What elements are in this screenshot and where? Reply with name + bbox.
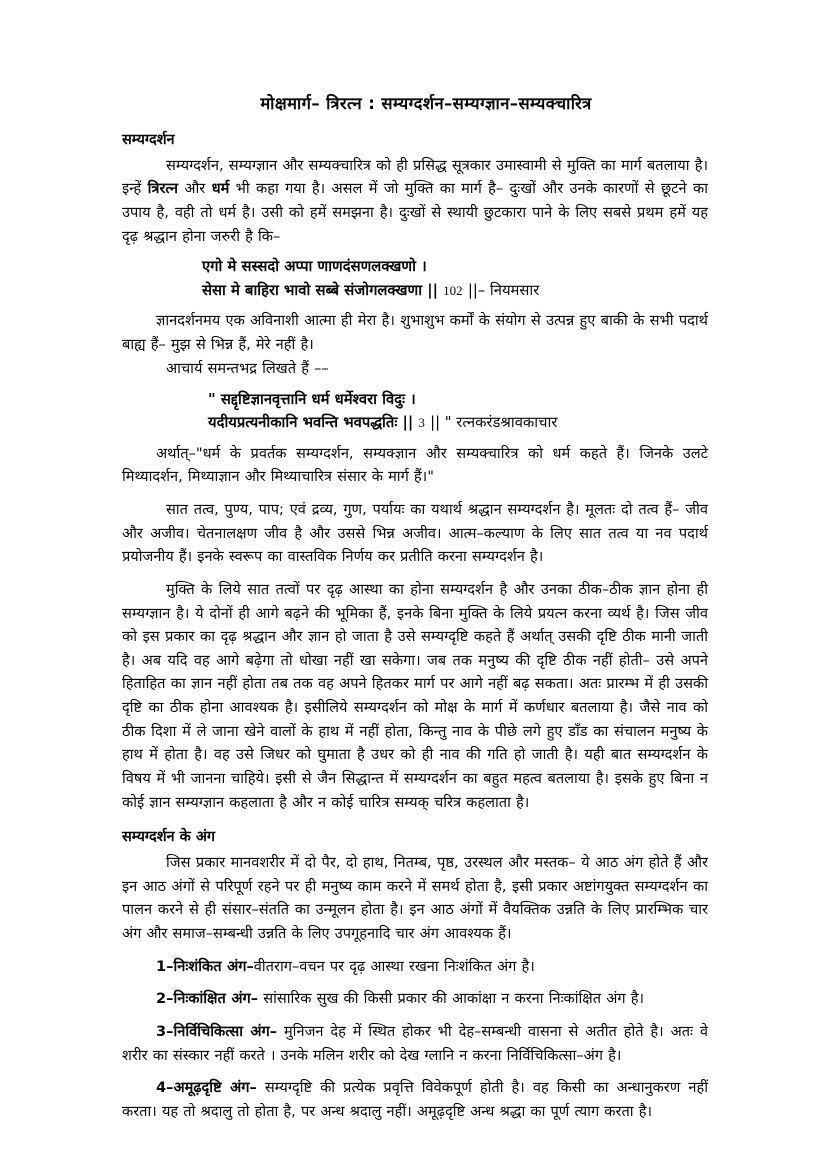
verse-source-reference: ||– नियमसार: [467, 281, 540, 299]
anga-item-1: [122, 955, 708, 979]
verse-line-2-text: यदीयप्रत्यनीकानि भवन्ति भवपद्धतिः ||: [208, 414, 414, 432]
emphasis-term: धर्म: [211, 180, 230, 198]
anga-item-3: [122, 1020, 708, 1067]
paragraph-4: अर्थात्–"धर्म के प्रवर्तक सम्यग्दर्शन, सम्यक्ज्ञान और सम्यक्चारित्र को धर्म कहते हैं। जिनके उलटे मिथ्यादर्शन, मिथ्याज्ञान और मिथ्याचारित्र संसार के मार्ग हैं।": [122, 444, 708, 486]
verse-line-2: [202, 279, 708, 302]
section-heading-samyagdarshan: सम्यग्दर्शन: [122, 131, 175, 148]
section-heading-anga: सम्यग्दर्शन के अंग: [122, 829, 216, 846]
paragraph-1: सम्यग्दर्शन, सम्यग्ज्ञान और सम्यक्चारित्र को ही प्रसिद्ध सूत्रकार उमास्वामी से मुक्ति का मार्ग बतलाया है। इन्हें त्रिरत्न और धर्म भी कहा गया है। असल में जो मुक्ति का मार्ग है– दुःखों और उनके कारणों से छूटने का उपाय है, वही तो धर्म है। उसी को हमें समझना है। दुःखों से स्थायी छुटकारा पाने के लिए सबसे प्रथम हमें यह दृढ़ श्रद्धान होना जरुरी है कि–: [122, 156, 708, 245]
anga-item-label: 4–अमूढ़दृष्टि अंग–: [156, 1079, 257, 1097]
verse-line-1: " सद्दृष्टिज्ञानवृत्तानि धर्म धर्मेश्वरा विदुः ।: [208, 390, 416, 408]
paragraph-2: ज्ञानदर्शनमय एक अविनाशी आत्मा ही मेरा है। शुभाशुभ कर्मों के संयोग से उत्पन्न हुए बाकी के सभी पदार्थ बाह्य हैं– मुझ से भिन्न हैं, मेरे नहीं है।: [122, 311, 708, 353]
verse-line-1: एगो मे सस्सदो अप्पा णाणदंसणलक्खणो ।: [202, 258, 427, 276]
verse-source-reference: || " रत्नकरंडश्रावकाचार: [430, 414, 558, 432]
verse-line-2-text: सेसा मे बाहिरा भावो सब्बे संजोगलक्खणा ||: [202, 281, 439, 299]
anga-item-label: 3–निर्विचिकित्सा अंग–: [156, 1022, 278, 1040]
emphasis-term: त्रिरत्न: [147, 180, 179, 198]
paragraph-7: जिस प्रकार मानवशरीर में दो पैर, दो हाथ, नितम्ब, पृष्ठ, उरस्थल और मस्तक– ये आठ अंग होते हैं और इन आठ अंगों से परिपूर्ण रहने पर ही मनुष्य काम करने में समर्थ होता है, इसी प्रकार अष्टांगयुक्त सम्यग्दर्शन का पालन करने से ही संसार–संतति का उन्मूलन होता है। इन आठ अंगों में वैयक्तिक उन्नति के लिए प्रारम्भिक चार अंग और समाज–सम्बन्धी उन्नति के लिए उपगूहनादि चार अंग आवश्यक हैं।: [122, 854, 708, 942]
verse-line-2: [208, 411, 708, 434]
anga-item-label: 2–निःकांक्षित अंग–: [156, 990, 259, 1008]
anga-item-text: सम्यग्दृष्टि की प्रत्येक प्रवृत्ति विवेकपूर्ण होती है। वह किसी का अन्धानुकरण नहीं करता। यह तो श्रदालु तो होता है, पर अन्ध श्रदालु नहीं। अमूढ़दृष्टि अन्ध श्रद्धा का पूर्ण त्याग करता है।: [122, 1079, 708, 1120]
anga-item-text: मुनिजन देह में स्थित होकर भी देह–सम्बन्धी वासना से अतीत होते है। अतः वे शरीर का संस्कार नहीं करते । उनके मलिन शरीर को देख ग्लानि न करना निर्विचिकित्सा–अंग है।: [122, 1022, 708, 1064]
verse-prakrit-nyamsar: [122, 255, 708, 302]
anga-item-4: [122, 1076, 708, 1123]
anga-item-text: वीतराग–वचन पर दृढ़ आस्था रखना निःशंकित अंग है।: [253, 957, 535, 975]
anga-item-2: [122, 987, 708, 1011]
paragraph-3: आचार्य समन्तभद्र लिखते हैं ––: [166, 360, 329, 378]
verse-sanskrit-ratnakarand: [122, 388, 708, 435]
paragraph-6: मुक्ति के लिये सात तत्वों पर दृढ़ आस्था का होना सम्यग्दर्शन है और उनका ठीक–ठीक ज्ञान होना ही सम्यग्ज्ञान है। ये दोनों ही आगे बढ़ने की भूमिका हैं, इनके बिना मुक्ति के लिये प्रयत्न करना व्यर्थ है। जिस जीव को इस प्रकार का दृढ़ श्रद्धान और ज्ञान हो जाता है उसे सम्यग्दृष्टि कहते हैं अर्थात् उसकी दृष्टि ठीक मानी जाती है। अब यदि वह आगे बढ़ेगा तो धोखा नहीं खा सकेगा। जब तक मनुष्य की दृष्टि ठीक नहीं होती– उसे अपने हिताहित का ज्ञान नहीं होता तब तक वह अपने हितकर मार्ग पर आगे नहीं बढ़ सकता। अतः प्रारम्भ में ही उसकी दृष्टि का ठीक होना आवश्यक है। इसीलिये सम्यग्दर्शन को मोक्ष के मार्ग में कर्णधार बतलाया है। जैसे नाव को ठीक दिशा में ले जाना खेने वालों के हाथ में नहीं होता, किन्तु नाव के पीछे लगे हुए डाँड का संचालन मनुष्य के हाथ में होता है। वह उसे जिधर को घुमाता है उधर को ही नाव की गति हो जाती है। यही बात सम्यग्दर्शन के विषय में भी जानना चाहिये। इसी से जैन सिद्धान्त में सम्यग्दर्शन का बहुत महत्व बतलाया है। इसके हुए बिना न कोई ज्ञान सम्यग्ज्ञान कहलाता है और न कोई चारित्र सम्यक् चरित्र कहलाता है।: [122, 580, 708, 811]
document-content: [122, 92, 708, 1123]
paragraph-5: सात तत्व, पुण्य, पाप; एवं द्रव्य, गुण, पर्यायः का यथार्थ श्रद्धान सम्यग्दर्शन है। मूलतः दो तत्व हैं– जीव और अजीव। चेतनालक्षण जीव है और उससे भिन्न अजीव। आत्म–कल्याण के लिए सात तत्व या नव पदार्थ प्रयोजनीय हैं। इनके स्वरूप का वास्तविक निर्णय कर प्रतीति करना सम्यग्दर्शन है।: [122, 500, 708, 566]
anga-item-label: 1–निःशंकित अंग–: [156, 957, 254, 975]
anga-item-text: सांसारिक सुख की किसी प्रकार की आकांक्षा न करना निःकांक्षित अंग है।: [258, 990, 644, 1008]
page-title: मोक्षमार्ग– त्रिरत्न : सम्यग्दर्शन–सम्यग्ज्ञान–सम्यक्चारित्र: [260, 94, 592, 113]
verse-number: 102: [443, 282, 463, 298]
verse-number: 3: [418, 415, 425, 431]
